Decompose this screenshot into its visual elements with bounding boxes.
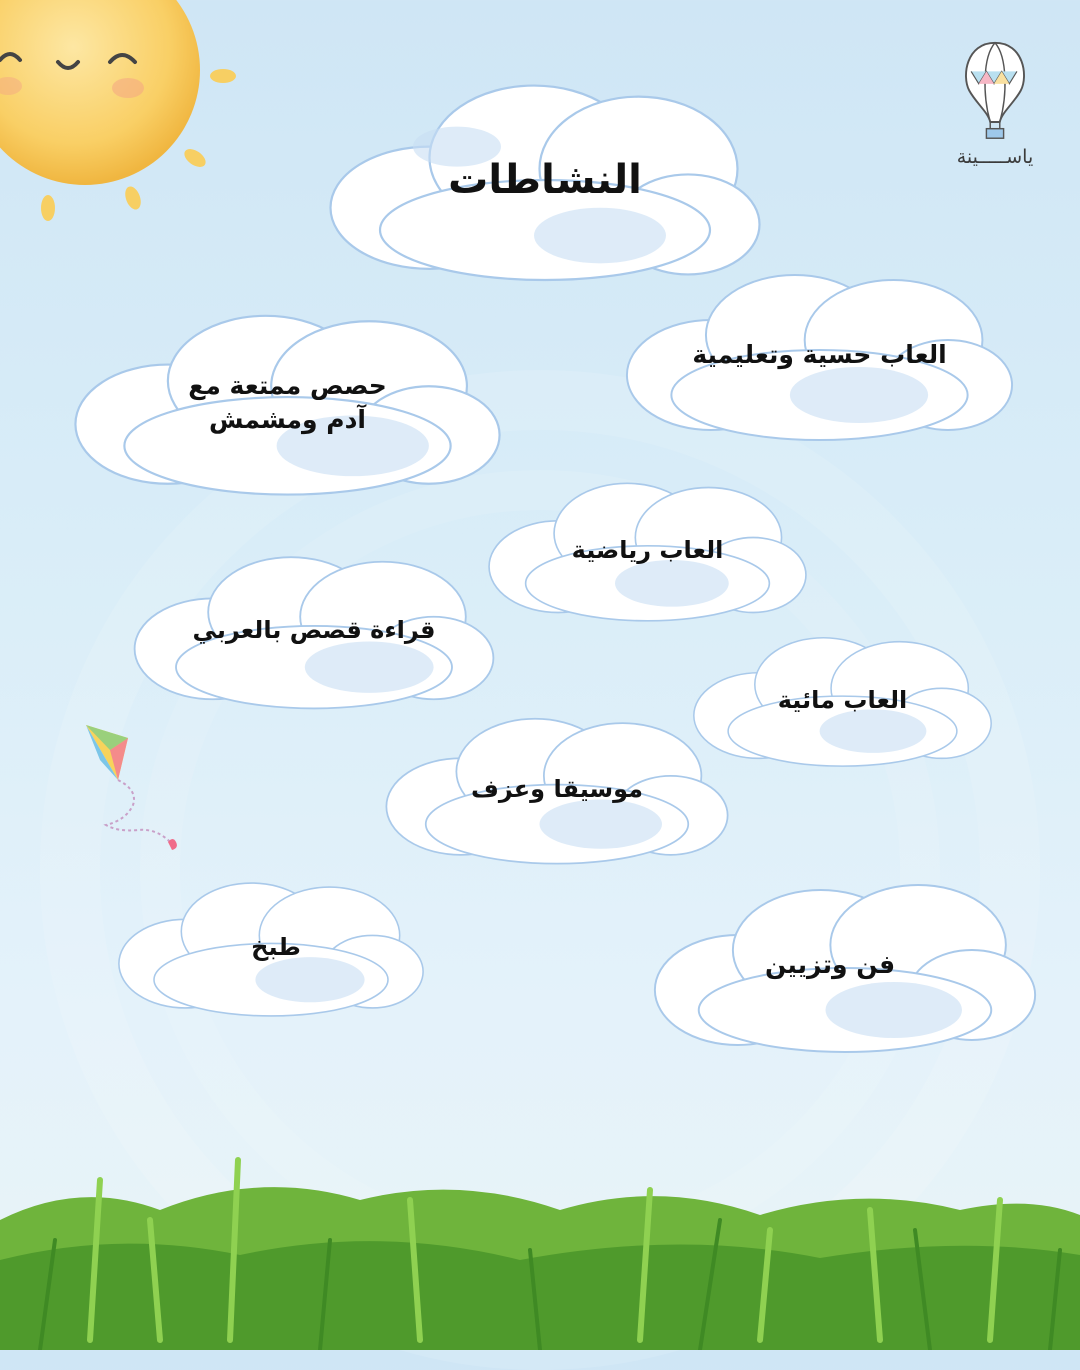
- activity-cloud-sensory-games: [622, 265, 1017, 445]
- activity-label: حصص ممتعة مع آدم ومشمش: [188, 370, 387, 434]
- sun-illustration: [0, 0, 250, 230]
- activity-label: العاب رياضية: [571, 535, 724, 564]
- brand-logo: [940, 38, 1050, 178]
- activity-label: العاب حسية وتعليمية: [692, 340, 947, 370]
- activity-cloud-fun-classes: [70, 305, 505, 500]
- activity-cloud-water-games: [690, 630, 995, 770]
- activity-label: العاب مائية: [777, 685, 908, 714]
- hot-air-balloon-icon: [940, 38, 1050, 143]
- kite-illustration: [78, 720, 188, 860]
- activity-cloud-cooking: [115, 875, 427, 1020]
- activity-cloud-music: [382, 710, 732, 868]
- activity-cloud-sports: [485, 475, 810, 625]
- activity-label: قراءة قصص بالعربي: [192, 616, 436, 645]
- activity-cloud-art: [650, 875, 1040, 1055]
- grass-field: [0, 1140, 1080, 1350]
- title-cloud: [325, 80, 765, 280]
- activity-label: طبخ: [251, 933, 301, 962]
- activity-label: موسيقا وعزف: [470, 774, 644, 803]
- activity-cloud-arabic-stories: [130, 548, 498, 713]
- page-title: النشاطات: [448, 157, 642, 203]
- activity-label: فن وتزيين: [764, 950, 896, 980]
- brand-name: ياســـــينة: [956, 146, 1034, 168]
